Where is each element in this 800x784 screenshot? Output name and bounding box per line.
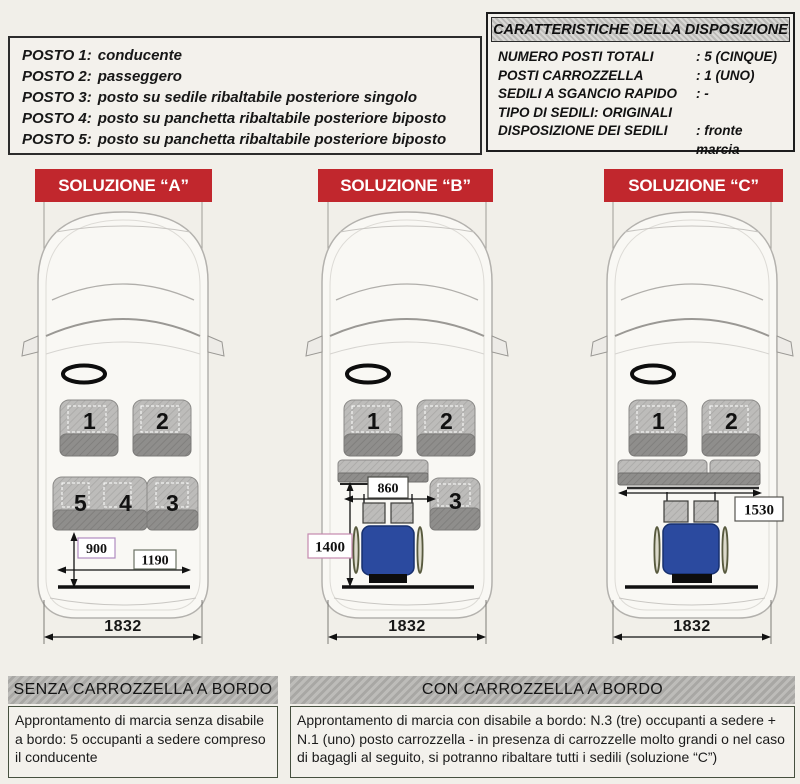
characteristics-rows	[491, 42, 790, 159]
banner-solution-c	[604, 169, 783, 202]
wheelchair-handle	[391, 503, 413, 523]
row-label: POSTI CARROZZELLA	[498, 67, 644, 83]
footer-title: SENZA CARROZZELLA A BORDO	[13, 681, 273, 698]
characteristics-title: CARATTERISTICHE DELLA DISPOSIZIONE	[491, 17, 790, 42]
van-body-outline	[22, 202, 224, 618]
wheelchair-handle	[664, 501, 688, 522]
wheelchair-seat	[663, 524, 719, 574]
footer-header-con-carrozzella	[290, 676, 795, 704]
row-label: SEDILI A SGANCIO RAPIDO	[498, 86, 678, 101]
wheelchair-seat	[362, 526, 414, 575]
wheelchair-wheel	[353, 527, 358, 573]
dim-1190-label: 1190	[141, 553, 169, 569]
dim-1832-label: 1832	[104, 618, 142, 635]
row-value: : -	[696, 86, 709, 101]
footer-title: CON CARROZZELLA A BORDO	[421, 681, 664, 698]
seat-2-number: 2	[440, 408, 453, 434]
row-value: : 5 (CINQUE)	[696, 49, 777, 64]
table-row	[498, 122, 784, 159]
wheelchair-wheel	[417, 527, 422, 573]
row-value: : fronte marcia	[696, 123, 743, 157]
dim-860-label: 860	[377, 481, 399, 497]
legend-line-1	[22, 45, 480, 66]
row-label: NUMERO POSTI TOTALI	[498, 49, 654, 64]
banner-solution-b	[318, 169, 493, 202]
dim-1400-label: 1400	[315, 539, 345, 556]
legend-term: POSTO 1:	[22, 47, 92, 64]
banner-label: SOLUZIONE “A”	[58, 175, 189, 195]
seat-legend-box	[8, 36, 482, 155]
footer-text-con-carrozzella: Approntamento di marcia con disabile a bordo: N.3 (tre) occupanti a sedere + N.1 (uno) posto carrozzella - in presenza di carrozzelle molto grandi o nel caso di bagagli al seguito, si potranno ribaltare tutti i sedili (soluzione “C”)	[290, 706, 795, 778]
legend-desc: posto su sedile ribaltabile posteriore singolo	[97, 89, 417, 106]
seat-3-number: 3	[166, 490, 179, 516]
left-mirror	[591, 336, 607, 356]
legend-line-3	[22, 87, 480, 108]
seat-3-number: 3	[449, 488, 462, 514]
legend-term: POSTO 3:	[22, 89, 92, 106]
dim-1832-label: 1832	[673, 618, 711, 635]
row-label: DISPOSIZIONE DEI SEDILI	[498, 123, 668, 138]
legend-line-2	[22, 66, 480, 87]
wheelchair-wheel	[722, 527, 727, 573]
van-diagram-solution-a	[0, 202, 250, 647]
right-mirror	[492, 336, 508, 356]
dim-1530-label: 1530	[744, 502, 774, 519]
legend-line-4	[22, 108, 480, 129]
banner-label: SOLUZIONE “C”	[628, 175, 759, 195]
folded-benches	[618, 460, 760, 488]
legend-desc: posto su panchetta ribaltabile posteriore biposto	[97, 110, 447, 127]
wheelchair-wheel	[654, 527, 659, 573]
legend-desc: posto su panchetta ribaltabile posteriore biposto	[97, 131, 447, 148]
left-mirror	[22, 336, 38, 356]
seat-1-number: 1	[652, 408, 665, 434]
rear-seats	[53, 477, 198, 530]
seat-4-number: 4	[119, 490, 132, 516]
rear-seat-3	[430, 478, 480, 530]
table-row	[498, 48, 784, 67]
legend-desc: passeggero	[97, 68, 182, 85]
table-row	[498, 67, 784, 86]
dim-1832-label: 1832	[388, 618, 426, 635]
wheelchair-footrest	[672, 574, 712, 583]
right-mirror	[777, 336, 793, 356]
seat-1-number: 1	[367, 408, 380, 434]
wheelchair-handle	[363, 503, 385, 523]
legend-line-5	[22, 129, 480, 150]
dim-900-label: 900	[86, 542, 107, 557]
van-diagram-solution-c	[569, 202, 800, 647]
table-row	[498, 85, 784, 104]
legend-desc: conducente	[97, 47, 182, 64]
wheelchair-footrest	[369, 574, 407, 583]
legend-term: POSTO 4:	[22, 110, 92, 127]
legend-term: POSTO 2:	[22, 68, 92, 85]
wheelchair-handle	[694, 501, 718, 522]
legend-term: POSTO 5:	[22, 131, 92, 148]
seat-1-number: 1	[83, 408, 96, 434]
left-mirror	[306, 336, 322, 356]
seat-5-number: 5	[74, 490, 87, 516]
footer-text-senza-carrozzella: Approntamento di marcia senza disabile a bordo: 5 occupanti a sedere compreso il conducente	[8, 706, 278, 778]
banner-solution-a	[35, 169, 212, 202]
row-value: : 1 (UNO)	[696, 67, 755, 83]
banner-label: SOLUZIONE “B”	[340, 175, 471, 195]
right-mirror	[208, 336, 224, 356]
table-row	[498, 104, 784, 123]
seat-2-number: 2	[725, 408, 738, 434]
characteristics-table	[486, 12, 795, 157]
footer-header-senza-carrozzella	[8, 676, 278, 704]
seat-2-number: 2	[156, 408, 169, 434]
van-diagram-solution-b	[284, 202, 534, 647]
row-label: TIPO DI SEDILI: ORIGINALI	[498, 104, 673, 120]
